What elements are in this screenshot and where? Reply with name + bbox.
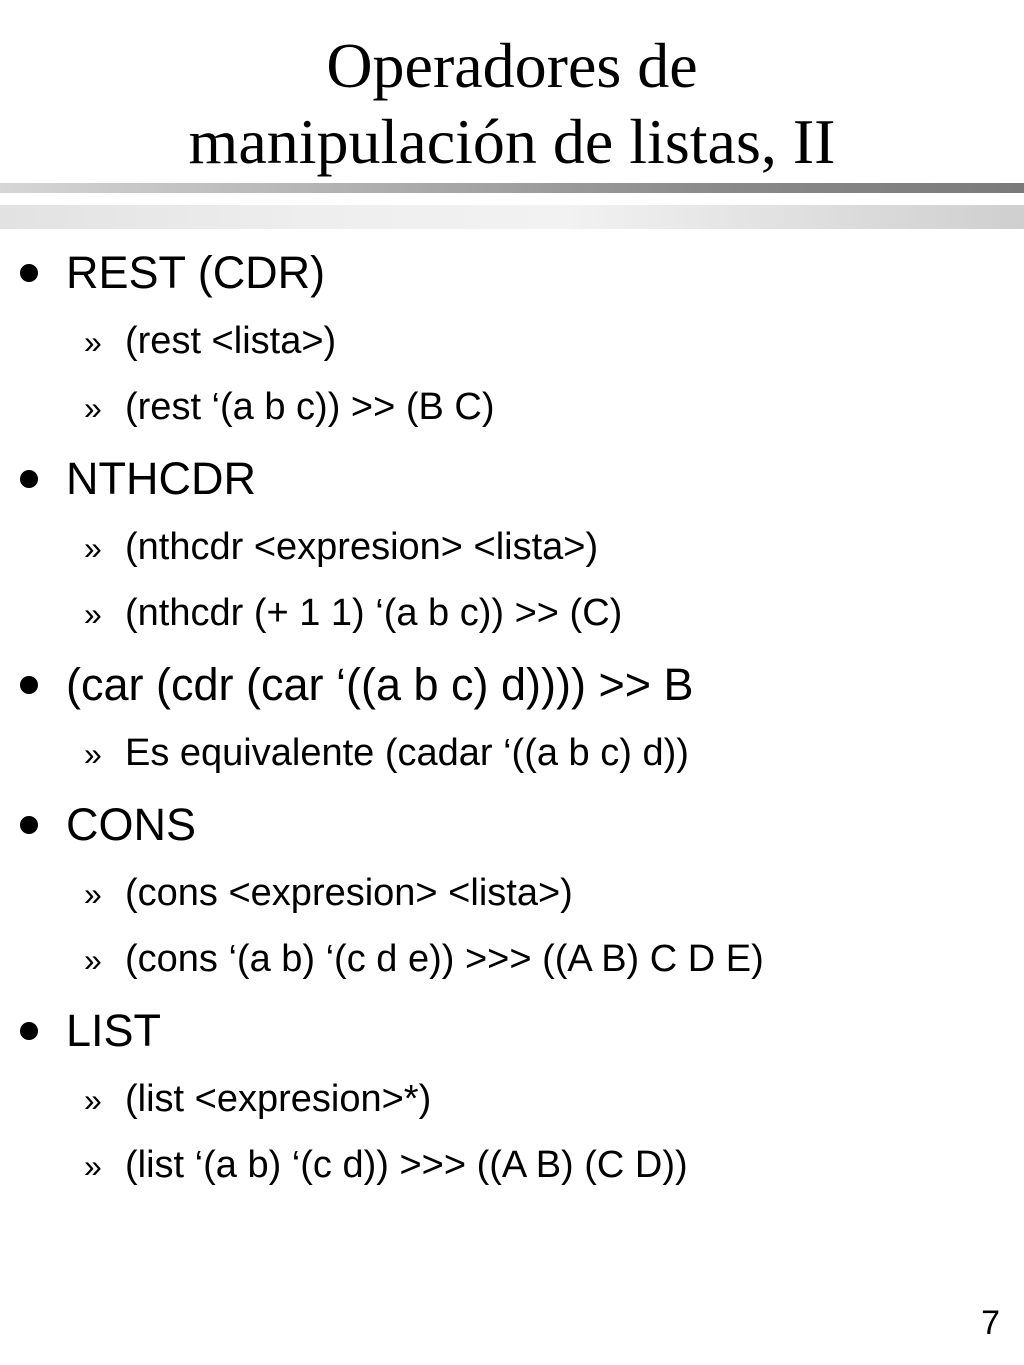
bullet-item [0,238,1024,308]
title-divider-dark [0,183,1024,193]
sub-marker-icon: » [84,876,102,912]
sub-marker-icon: » [84,1148,102,1184]
sub-item [0,860,1024,926]
sub-item-text: (nthcdr (+ 1 1) ‘(a b c)) >> (C) [125,592,623,634]
sub-item-text: (nthcdr <expresion> <lista>) [125,526,599,568]
sub-item-text: (cons <expresion> <lista>) [125,872,573,914]
bullet-group-car-cdr [0,650,1024,786]
bullet-item [0,650,1024,720]
sub-item-text: (list <expresion>*) [125,1078,432,1120]
sub-item [0,514,1024,580]
bullet-list [0,238,1024,1202]
bullet-text: REST (CDR) [66,247,326,298]
sub-marker-icon: » [84,1082,102,1118]
bullet-dot-icon [20,1022,38,1040]
bullet-text: LIST [66,1005,162,1056]
sub-item [0,1066,1024,1132]
bullet-text: NTHCDR [66,453,256,504]
sub-item [0,720,1024,786]
title-divider-light [0,205,1024,229]
bullet-group-cons [0,790,1024,992]
sub-marker-icon: » [84,942,102,978]
bullet-group-nthcdr [0,444,1024,646]
sub-item [0,374,1024,440]
bullet-item [0,444,1024,514]
sub-item [0,1132,1024,1198]
sub-item [0,580,1024,646]
slide-title [0,28,1024,180]
slide-title-line-1: Operadores de [326,30,698,101]
page-number: 7 [981,1304,1000,1342]
sub-item-text: (cons ‘(a b) ‘(c d e)) >>> ((A B) C D E) [125,938,764,980]
sub-item [0,926,1024,992]
sub-marker-icon: » [84,390,102,426]
sub-marker-icon: » [84,596,102,632]
sub-marker-icon: » [84,736,102,772]
sub-marker-icon: » [84,530,102,566]
bullet-text: CONS [66,799,197,850]
bullet-text: (car (cdr (car ‘((a b c) d)))) >> B [66,659,694,710]
bullet-dot-icon [20,264,38,282]
slide-title-line-2: manipulación de listas, II [188,106,836,177]
bullet-item [0,790,1024,860]
bullet-group-list [0,996,1024,1198]
sub-item-text: Es equivalente (cadar ‘((a b c) d)) [125,732,689,774]
bullet-item [0,996,1024,1066]
bullet-dot-icon [20,676,38,694]
sub-item [0,308,1024,374]
bullet-dot-icon [20,470,38,488]
sub-item-text: (rest <lista>) [125,320,337,362]
bullet-dot-icon [20,816,38,834]
sub-item-text: (rest ‘(a b c)) >> (B C) [125,386,495,428]
sub-item-text: (list ‘(a b) ‘(c d)) >>> ((A B) (C D)) [125,1144,688,1186]
sub-marker-icon: » [84,324,102,360]
bullet-group-rest [0,238,1024,440]
